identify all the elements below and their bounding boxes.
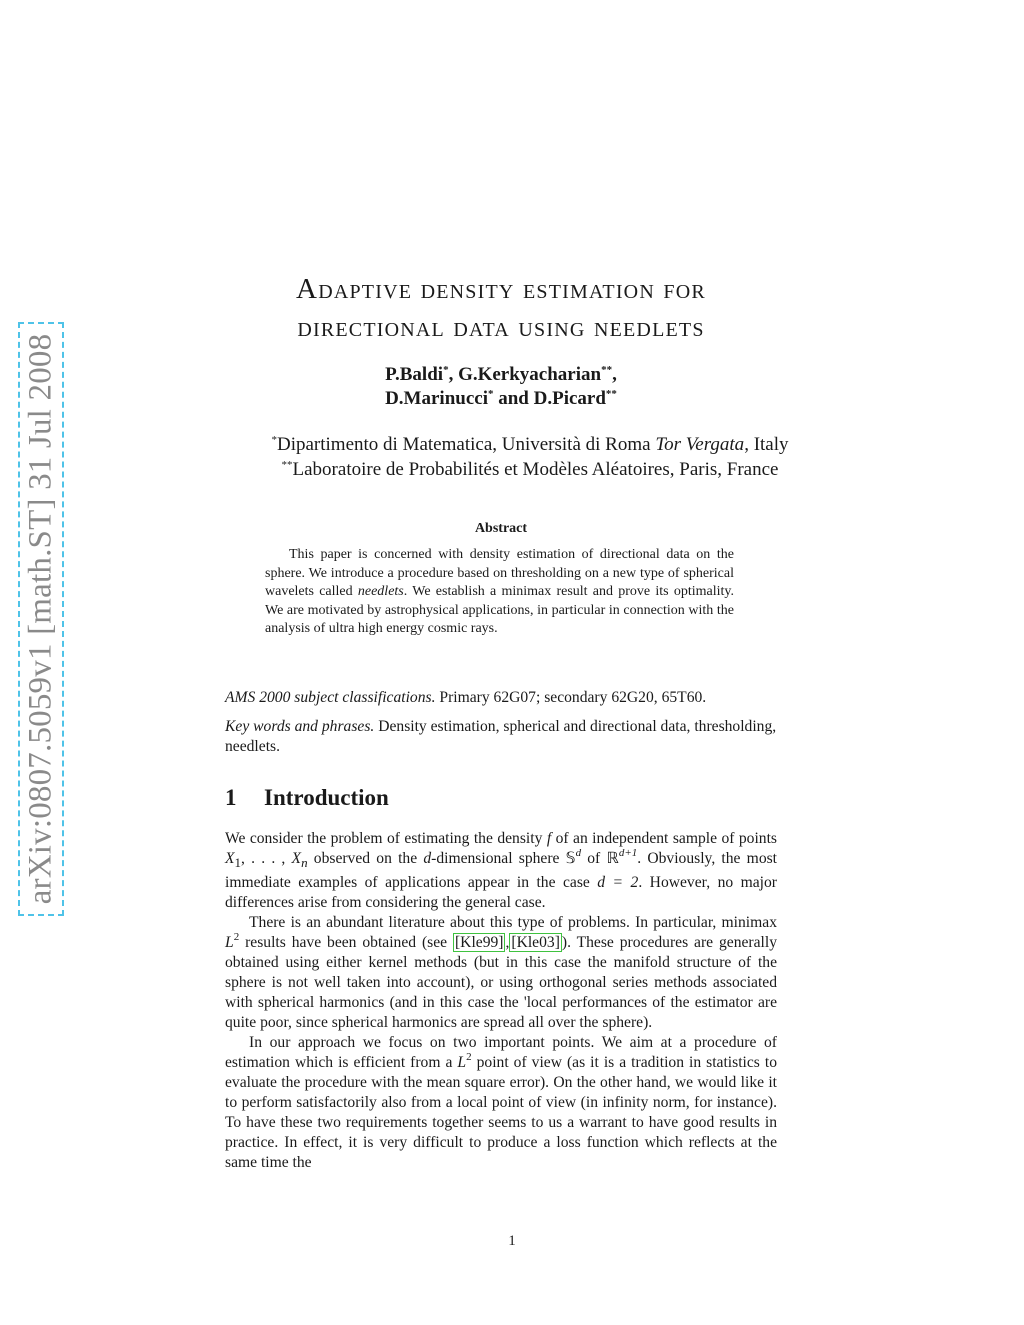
abstract-heading: Abstract	[474, 521, 528, 536]
title-line-1: Adaptive density estimation for	[296, 273, 706, 305]
introduction-body	[225, 829, 777, 1173]
authors-line-1: P.Baldi*, G.Kerkyacharian**,	[385, 364, 617, 385]
arxiv-identifier: arXiv:0807.5059v1 [math.ST] 31 Jul 2008	[22, 333, 59, 905]
keywords: Key words and phrases. Density estimation, spherical and directional data, thresholding, needlets.	[225, 718, 777, 755]
paragraph-3: In our approach we focus on two important points. We aim at a procedure of estimation which is efficient from a $L^2$ point of view (as it is a tradition in statistics to evaluate the procedure with the mean square error). On the other hand, we would like it to perform satisfactorily also from a local point of view (in infinity norm, for instance). To have these two requirements together seems to us a warrant to have good results in practice. In effect, it is very difficult to produce a loss function which reflects at the same time the	[225, 1034, 777, 1172]
section-number: 1	[225, 785, 237, 810]
affiliation-paris: **Laboratoire de Probabilités et Modèles Aléatoires, Paris, France	[281, 459, 779, 480]
author-kerkyacharian: , G.Kerkyacharian	[448, 364, 602, 385]
author-list	[225, 363, 777, 411]
authors-line-2: D.Marinucci* and D.Picard**	[385, 388, 617, 409]
affiliations	[200, 432, 860, 482]
paper-title	[225, 270, 777, 346]
arxiv-side-stamp[interactable]	[18, 322, 64, 916]
author-picard: and D.Picard	[493, 388, 606, 409]
paragraph-1: We consider the problem of estimating the density f of an independent sample of points $X_1$, . . . , $X_n$ observed on the d-dimensional sphere 𝕊$^d$ of ℝ$^{d+1}$. Obviously, the most immediate examples of applications appear in the case d = 2. However, no major differences arise from considering the general case.	[225, 830, 778, 912]
abstract-text: This paper is concerned with density estimation of directional data on the sphere. We introduce a procedure based on thresholding on a new type of spherical wavelets called needlets. We establish a minimax result and prove its optimality. We are motivated by astrophysical applications, in particular in connection with the analysis of ultra high energy cosmic rays.	[265, 547, 734, 636]
citation-link-kle99[interactable]: [Kle99]	[454, 934, 504, 952]
paragraph-2: There is an abundant literature about this type of problems. In particular, minimax $L^2$ results have been obtained (see [Kle99] , [Kle03] ). These procedures are generally obtained using either kernel methods (but in this case the manifold structure of the sphere is not well taken into account), or using orthogonal series methods associated with spherical harmonics (and in this case the 'local performances of the estimator are quite poor, since spherical harmonics are spread all over the sphere).	[225, 914, 777, 1032]
section-heading-introduction	[225, 785, 389, 811]
affiliation-roma: *Dipartimento di Matematica, Università di Roma Tor Vergata, Italy	[271, 434, 789, 455]
section-title: Introduction	[264, 785, 389, 810]
author-marinucci: D.Marinucci	[385, 388, 488, 409]
title-line-2: directional data using needlets	[297, 311, 705, 343]
ams-classification: AMS 2000 subject classifications. Primary 62G07; secondary 62G20, 65T60.	[225, 689, 707, 706]
author-baldi: P.Baldi	[385, 364, 444, 385]
citation-link-kle03[interactable]: [Kle03]	[511, 934, 560, 952]
page-number: 1	[508, 1233, 516, 1249]
